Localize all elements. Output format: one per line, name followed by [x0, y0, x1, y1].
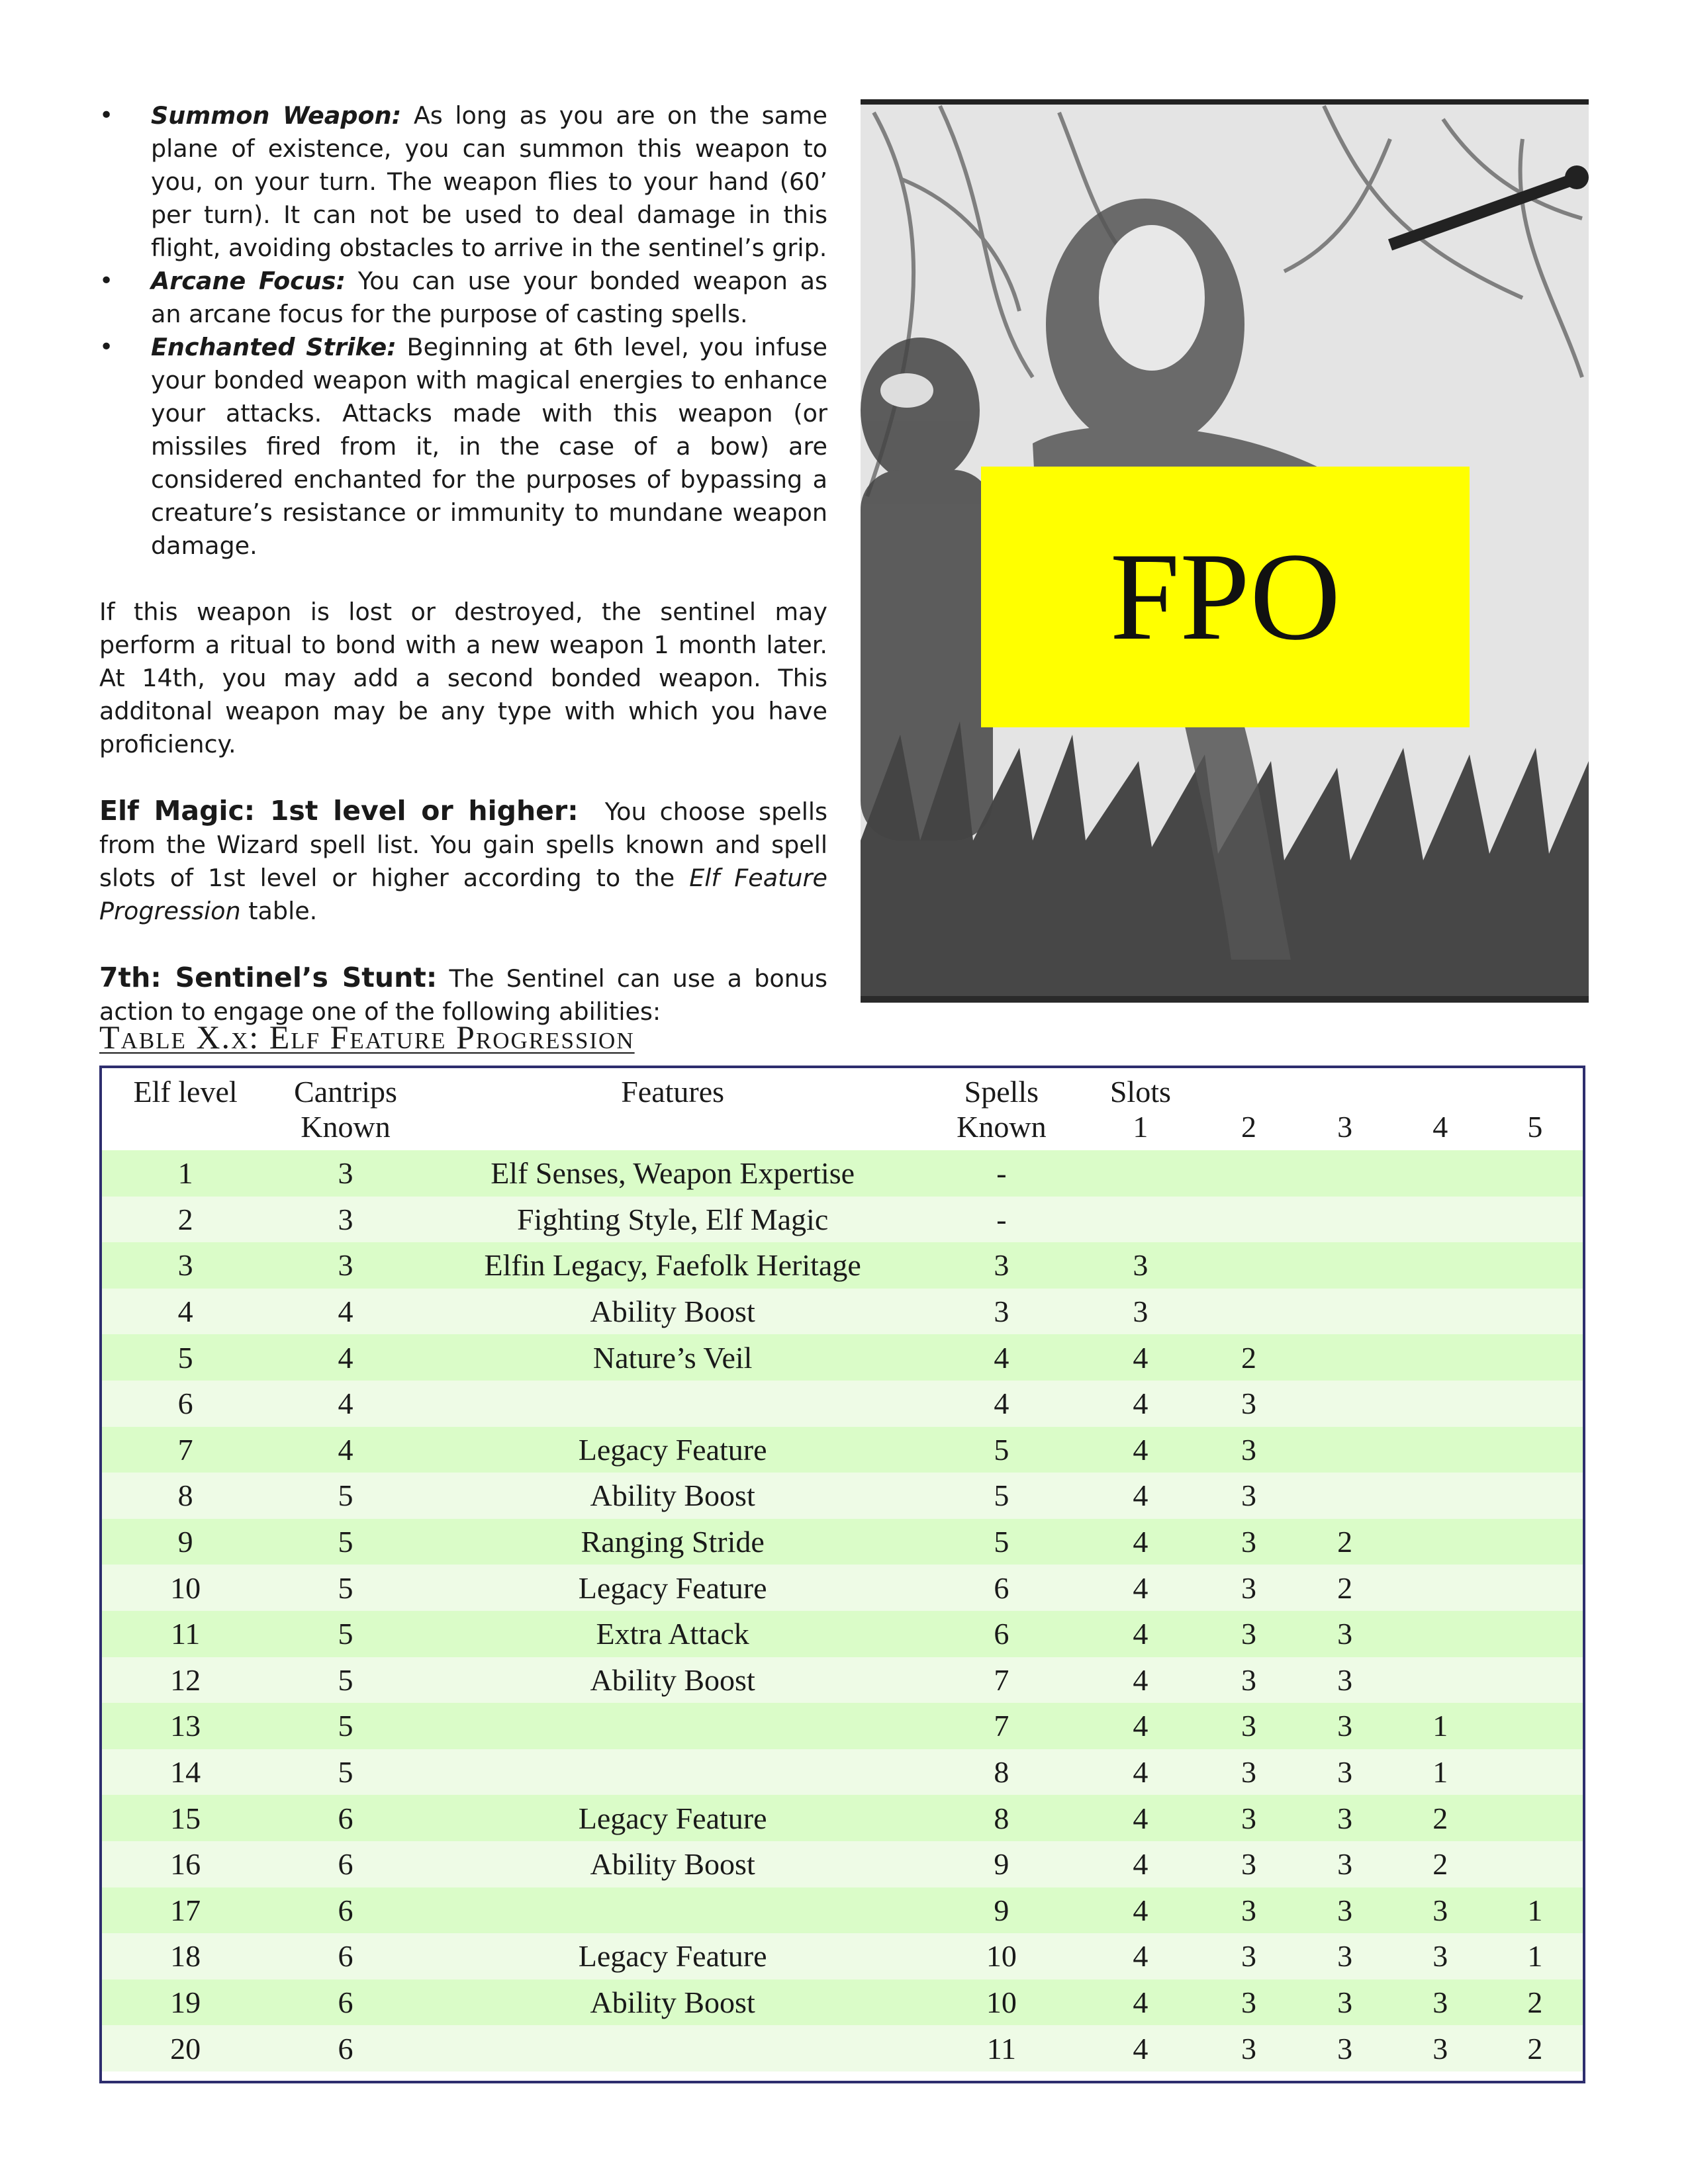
cell-slot-1 [1080, 1150, 1201, 1197]
cell-spells-known: - [996, 1202, 1007, 1236]
cell-cantrips: 5 [338, 1525, 353, 1559]
cell-slot-3: 2 [1337, 1570, 1353, 1605]
cell-slot-3: 3 [1337, 1709, 1353, 1743]
cell-level: 6 [177, 1387, 193, 1421]
cell-slot-4: 1 [1432, 1755, 1448, 1790]
cell-spells-known: 10 [986, 1985, 1017, 2019]
cell-slot-2 [1201, 1197, 1296, 1243]
cell-level: 19 [170, 1985, 201, 2019]
cell-spells-known: 6 [994, 1570, 1009, 1605]
table-row [102, 1150, 1583, 1197]
cell-slot-3: 3 [1337, 1893, 1353, 1927]
table-row [102, 1933, 1583, 1979]
elf-magic-heading: Elf Magic: 1st level or higher: [99, 795, 579, 827]
cell-cantrips: 5 [338, 1755, 353, 1790]
bullet-text: You can use your bonded weapon as an arcane focus for the purpose of casting spells. [151, 267, 827, 328]
cell-slot-2: 3 [1241, 1801, 1257, 1835]
cell-slot-1: 4 [1133, 1617, 1149, 1651]
cell-slot-5 [1487, 1795, 1583, 1841]
cell-cantrips: 5 [338, 1662, 353, 1697]
stunt-heading: 7th: Sentinel’s Stunt: [99, 962, 438, 993]
table-row [102, 2025, 1583, 2071]
bullet-icon: • [99, 334, 114, 361]
table-header-row [102, 1068, 1583, 1109]
cell-cantrips: 5 [338, 1709, 353, 1743]
cell-slot-4 [1393, 1657, 1487, 1704]
cell-slot-3 [1297, 1197, 1393, 1243]
cell-slot-3: 3 [1337, 2031, 1353, 2066]
bullet-term: Enchanted Strike: [151, 333, 397, 361]
elf-magic-text-end: table. [248, 897, 318, 925]
cell-slot-1: 4 [1133, 1709, 1149, 1743]
table-row [102, 1841, 1583, 1888]
cell-slot-4: 2 [1432, 1847, 1448, 1882]
cell-level: 2 [177, 1202, 193, 1236]
cell-slot-2: 3 [1241, 2031, 1257, 2066]
cell-features: Legacy Feature [578, 1801, 767, 1835]
cell-slot-5 [1487, 1473, 1583, 1519]
cell-slot-1: 4 [1133, 1893, 1149, 1927]
cell-slot-3 [1297, 1381, 1393, 1427]
cell-slot-2 [1201, 1242, 1296, 1289]
cell-slot-5 [1487, 1703, 1583, 1749]
cell-cantrips: 6 [338, 1893, 353, 1927]
cell-features: Elfin Legacy, Faefolk Heritage [484, 1248, 861, 1283]
table-row [102, 1565, 1583, 1611]
elf-magic-paragraph [99, 794, 827, 928]
cell-cantrips: 6 [338, 1801, 353, 1835]
left-text-column [99, 99, 827, 1028]
cell-spells-known: 9 [994, 1847, 1009, 1882]
cell-slot-3 [1297, 1289, 1393, 1335]
header-spells: Spells [964, 1075, 1039, 1109]
cell-features: Nature’s Veil [592, 1340, 753, 1375]
cell-slot-5 [1487, 1334, 1583, 1381]
header-slot-5: 5 [1527, 1110, 1543, 1144]
cell-level: 1 [177, 1156, 193, 1191]
fpo-placeholder: FPO [981, 467, 1470, 727]
cell-slot-5 [1487, 1150, 1583, 1197]
cell-features: Legacy Feature [578, 1939, 767, 1974]
cell-slot-2: 3 [1241, 1479, 1257, 1513]
bullet-icon: • [99, 267, 114, 295]
cell-slot-5 [1487, 1289, 1583, 1335]
cell-slot-2: 3 [1241, 1662, 1257, 1697]
bonded-weapon-paragraph: If this weapon is lost or destroyed, the sentinel may perform a ritual to bond with a new weapon 1 month later. At 14th, you may add a second bonded weapon. This additonal weapon may be any type with which you have proficiency. [99, 598, 827, 758]
table-row [102, 1749, 1583, 1796]
cell-slot-3: 3 [1337, 1755, 1353, 1790]
table-row [102, 1611, 1583, 1657]
cell-level: 15 [170, 1801, 201, 1835]
cell-slot-4 [1393, 1242, 1487, 1289]
table-row [102, 1197, 1583, 1243]
cell-cantrips: 3 [338, 1248, 353, 1283]
table-row [102, 1334, 1583, 1381]
cell-slot-5 [1487, 1657, 1583, 1704]
table-row [102, 1888, 1583, 1934]
cell-level: 3 [177, 1248, 193, 1283]
header-cantrips: Cantrips [294, 1075, 397, 1109]
cell-level: 7 [177, 1432, 193, 1467]
cell-slot-1: 3 [1133, 1295, 1149, 1329]
cell-spells-known: 10 [986, 1939, 1017, 1974]
cell-cantrips: 6 [338, 1939, 353, 1974]
cell-cantrips: 6 [338, 1847, 353, 1882]
table-row [102, 1289, 1583, 1335]
cell-level: 4 [177, 1295, 193, 1329]
cell-spells-known: 6 [994, 1617, 1009, 1651]
cell-cantrips: 5 [338, 1479, 353, 1513]
cell-slot-5: 2 [1527, 1985, 1543, 2019]
cell-features: Ability Boost [590, 1847, 755, 1882]
header-elf-level: Elf level [133, 1075, 238, 1109]
cell-features: Extra Attack [596, 1617, 749, 1651]
cell-slot-2: 3 [1241, 1387, 1257, 1421]
table-row [102, 1381, 1583, 1427]
cell-slot-4: 1 [1432, 1709, 1448, 1743]
cell-level: 16 [170, 1847, 201, 1882]
cell-spells-known: 11 [986, 2031, 1016, 2066]
cell-slot-1: 4 [1133, 1847, 1149, 1882]
cell-slot-1: 4 [1133, 1387, 1149, 1421]
cell-features: Ability Boost [590, 1985, 755, 2019]
cell-slot-2: 3 [1241, 1525, 1257, 1559]
table-row [102, 1427, 1583, 1473]
cell-spells-known: 4 [994, 1387, 1009, 1421]
cell-slot-2: 3 [1241, 1755, 1257, 1790]
cell-slot-1: 3 [1133, 1248, 1149, 1283]
cell-slot-5 [1487, 1427, 1583, 1473]
cell-features: Elf Senses, Weapon Expertise [491, 1156, 855, 1191]
cell-spells-known: 7 [994, 1709, 1009, 1743]
cell-slot-3: 3 [1337, 1617, 1353, 1651]
cell-cantrips: 3 [338, 1202, 353, 1236]
cell-slot-2 [1201, 1150, 1296, 1197]
cell-slot-5 [1487, 1519, 1583, 1565]
header-cantrips-known: Known [301, 1110, 391, 1144]
cell-spells-known: 3 [994, 1248, 1009, 1283]
cell-slot-4 [1393, 1289, 1487, 1335]
table-row [102, 1979, 1583, 2026]
bullet-text: Beginning at 6th level, you infuse your bonded weapon with magical energies to enhance your attacks. Attacks made with this weapon (or missiles fired from it, in the case of a bow) are considered enchanted for the purposes of bypassing a creature’s resistance or immunity to mundane weapon damage. [151, 333, 827, 560]
cell-spells-known: 8 [994, 1755, 1009, 1790]
bullet-text: As long as you are on the same plane of existence, you can summon this weapon to you, on your turn. The weapon flies to your hand (60’ per turn). It can not be used to deal damage in this flight, avoiding obstacles to arrive in the sentinel’s grip. [151, 101, 827, 262]
cell-cantrips: 4 [338, 1387, 353, 1421]
cell-slot-1: 4 [1133, 1525, 1149, 1559]
table-row [102, 1795, 1583, 1841]
cell-slot-5: 2 [1527, 2031, 1543, 2066]
cell-spells-known: 8 [994, 1801, 1009, 1835]
cell-level: 13 [170, 1709, 201, 1743]
table-row [102, 1519, 1583, 1565]
cell-slot-4 [1393, 1565, 1487, 1611]
cell-slot-3 [1297, 1334, 1393, 1381]
cell-cantrips: 4 [338, 1340, 353, 1375]
cell-features [422, 2025, 923, 2071]
cell-level: 11 [170, 1617, 201, 1651]
cell-slot-1: 4 [1133, 1755, 1149, 1790]
cell-slot-5 [1487, 1749, 1583, 1796]
cell-slot-1: 4 [1133, 1479, 1149, 1513]
cell-features: Ability Boost [590, 1479, 755, 1513]
cell-slot-5: 1 [1527, 1893, 1543, 1927]
cell-slot-2: 3 [1241, 1939, 1257, 1974]
cell-slot-1: 4 [1133, 1432, 1149, 1467]
cell-features: Ranging Stride [581, 1525, 765, 1559]
table-row [102, 1473, 1583, 1519]
cell-cantrips: 5 [338, 1570, 353, 1605]
cell-slot-1: 4 [1133, 1801, 1149, 1835]
cell-slot-1: 4 [1133, 1985, 1149, 2019]
cell-spells-known: 5 [994, 1432, 1009, 1467]
header-slot-1: 1 [1133, 1110, 1149, 1144]
cell-level: 10 [170, 1570, 201, 1605]
header-slot-4: 4 [1432, 1110, 1448, 1144]
cell-slot-2: 3 [1241, 1985, 1257, 2019]
cell-spells-known: 9 [994, 1893, 1009, 1927]
bullet-icon: • [99, 102, 114, 129]
cell-slot-4: 3 [1432, 1939, 1448, 1974]
list-item [99, 331, 827, 563]
cell-slot-4 [1393, 1381, 1487, 1427]
cell-slot-2: 3 [1241, 1847, 1257, 1882]
cell-slot-2: 3 [1241, 1709, 1257, 1743]
cell-cantrips: 6 [338, 1985, 353, 2019]
cell-slot-4 [1393, 1150, 1487, 1197]
cell-slot-5 [1487, 1565, 1583, 1611]
cell-slot-2: 3 [1241, 1570, 1257, 1605]
cell-slot-3 [1297, 1150, 1393, 1197]
cell-slot-4 [1393, 1427, 1487, 1473]
cell-cantrips: 4 [338, 1295, 353, 1329]
cell-features: Legacy Feature [578, 1432, 767, 1467]
header-features: Features [621, 1075, 725, 1109]
elf-magic-text: You choose spells from the Wizard spell list. You gain spells known and spell slots of 1st level or higher according to the [99, 797, 827, 892]
table-row [102, 1703, 1583, 1749]
cell-slot-4: 3 [1432, 2031, 1448, 2066]
cell-slot-2: 3 [1241, 1432, 1257, 1467]
cell-slot-3: 3 [1337, 1662, 1353, 1697]
cell-slot-2: 2 [1241, 1340, 1257, 1375]
cell-spells-known: 5 [994, 1525, 1009, 1559]
table-row [102, 1657, 1583, 1704]
table-reference: Elf Feature Progression [99, 864, 827, 925]
cell-level: 8 [177, 1479, 193, 1513]
cell-slot-5 [1487, 1841, 1583, 1888]
cell-slot-3 [1297, 1242, 1393, 1289]
cell-spells-known: 5 [994, 1479, 1009, 1513]
cell-slot-1 [1080, 1197, 1201, 1243]
cell-level: 9 [177, 1525, 193, 1559]
cell-slot-1: 4 [1133, 1570, 1149, 1605]
header-slot-3: 3 [1337, 1110, 1353, 1144]
cell-slot-3 [1297, 1427, 1393, 1473]
cell-slot-3: 3 [1337, 1985, 1353, 2019]
stunt-text: The Sentinel can use a bonus action to engage one of the following abilities: [99, 964, 827, 1026]
progression-table [102, 1068, 1583, 2071]
cell-features: Ability Boost [590, 1662, 755, 1697]
list-item [99, 99, 827, 265]
table-caption: Table X.x: Elf Feature Progression [99, 1019, 635, 1056]
cell-slot-5 [1487, 1242, 1583, 1289]
cell-slot-4 [1393, 1473, 1487, 1519]
cell-level: 14 [170, 1755, 201, 1790]
cell-slot-3: 3 [1337, 1939, 1353, 1974]
cell-cantrips: 3 [338, 1156, 353, 1191]
cell-slot-5 [1487, 1197, 1583, 1243]
cell-slot-4 [1393, 1334, 1487, 1381]
cell-spells-known: 3 [994, 1295, 1009, 1329]
cell-spells-known: - [996, 1156, 1007, 1191]
cell-features: Fighting Style, Elf Magic [517, 1202, 829, 1236]
table-row [102, 1242, 1583, 1289]
cell-slot-5 [1487, 1381, 1583, 1427]
cell-features [422, 1749, 923, 1796]
cell-cantrips: 6 [338, 2031, 353, 2066]
cell-cantrips: 5 [338, 1617, 353, 1651]
cell-slot-3: 3 [1337, 1801, 1353, 1835]
elf-feature-progression-table [99, 1066, 1585, 2083]
table-body [102, 1150, 1583, 2071]
cell-slot-4: 3 [1432, 1893, 1448, 1927]
cell-level: 5 [177, 1340, 193, 1375]
cell-slot-4: 2 [1432, 1801, 1448, 1835]
cell-features [422, 1703, 923, 1749]
bullet-term: Arcane Focus: [151, 267, 346, 295]
cell-features [422, 1381, 923, 1427]
cell-features: Legacy Feature [578, 1570, 767, 1605]
table-subheader-row [102, 1109, 1583, 1150]
cell-level: 12 [170, 1662, 201, 1697]
cell-slot-2 [1201, 1289, 1296, 1335]
cell-slot-3: 3 [1337, 1847, 1353, 1882]
cell-slot-3: 2 [1337, 1525, 1353, 1559]
cell-slot-1: 4 [1133, 2031, 1149, 2066]
weapon-feature-list [99, 99, 827, 563]
cell-slot-4 [1393, 1611, 1487, 1657]
cell-level: 17 [170, 1893, 201, 1927]
cell-features [422, 1888, 923, 1934]
cell-slot-1: 4 [1133, 1662, 1149, 1697]
cell-slot-2: 3 [1241, 1617, 1257, 1651]
cell-features: Ability Boost [590, 1295, 755, 1329]
cell-slot-4: 3 [1432, 1985, 1448, 2019]
bullet-term: Summon Weapon: [151, 101, 402, 130]
cell-slot-4 [1393, 1519, 1487, 1565]
list-item [99, 265, 827, 331]
cell-slot-1: 4 [1133, 1939, 1149, 1974]
header-slots: Slots [1109, 1075, 1171, 1109]
cell-slot-1: 4 [1133, 1340, 1149, 1375]
header-spells-known: Known [957, 1110, 1047, 1144]
cell-level: 20 [170, 2031, 201, 2066]
cell-slot-5: 1 [1527, 1939, 1543, 1974]
header-slot-2: 2 [1241, 1110, 1257, 1144]
cell-slot-5 [1487, 1611, 1583, 1657]
cell-cantrips: 4 [338, 1432, 353, 1467]
cell-slot-2: 3 [1241, 1893, 1257, 1927]
cell-slot-3 [1297, 1473, 1393, 1519]
cell-slot-4 [1393, 1197, 1487, 1243]
cell-spells-known: 4 [994, 1340, 1009, 1375]
cell-spells-known: 7 [994, 1662, 1009, 1697]
cell-level: 18 [170, 1939, 201, 1974]
